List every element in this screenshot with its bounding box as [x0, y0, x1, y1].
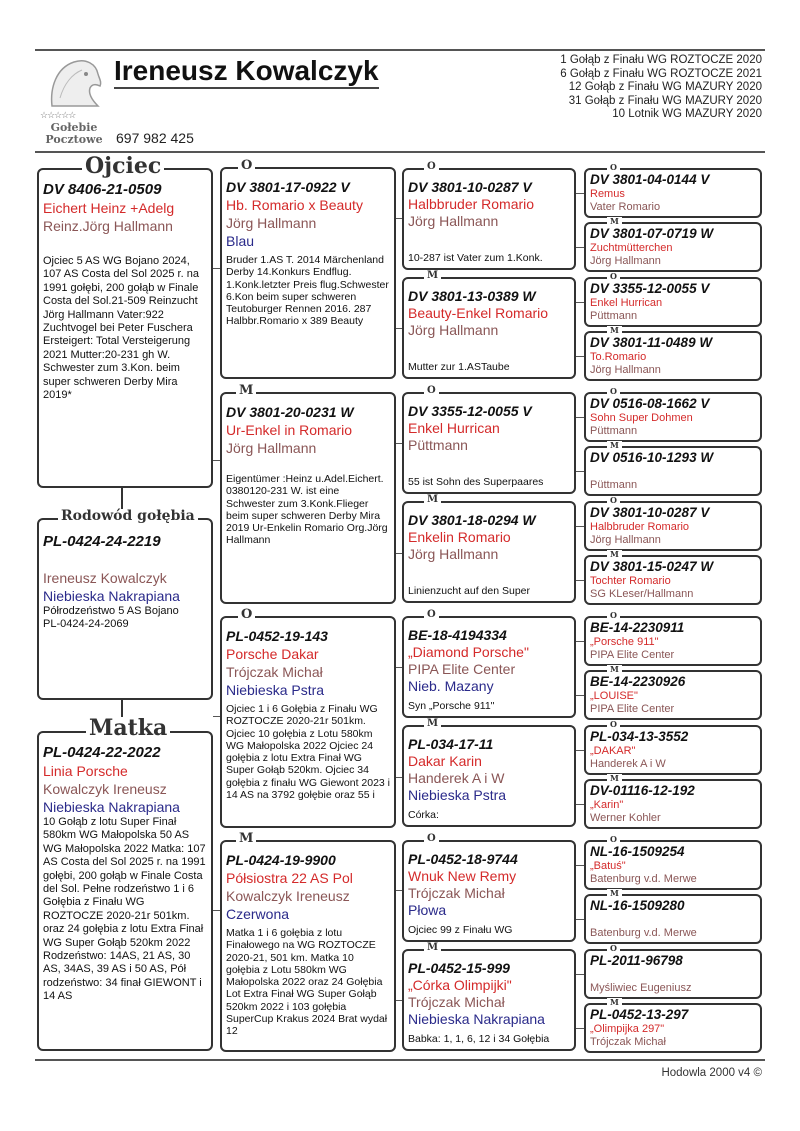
- connector: [576, 974, 584, 975]
- pigeon-name: „Olimpijka 297": [590, 1023, 665, 1035]
- gen3-card-2[interactable]: [402, 277, 576, 379]
- pigeon-name: Hb. Romario x Beauty: [226, 197, 363, 213]
- pigeon-color: Płowa: [408, 902, 447, 918]
- pigeon-owner: Reinz.Jörg Hallmann: [43, 218, 173, 234]
- pigeon-owner: Püttmann: [590, 310, 638, 322]
- pigeon-owner: Batenburg v.d. Merwe: [590, 927, 697, 939]
- ring-number: PL-034-13-3552: [590, 729, 689, 744]
- pigeon-name: Linia Porsche: [43, 763, 128, 779]
- ring-number: PL-0424-19-9900: [226, 852, 336, 868]
- ring-number: PL-0424-24-2219: [43, 533, 161, 550]
- pigeon-owner: Trójczak Michał: [408, 885, 505, 901]
- gen4-card-3[interactable]: [584, 277, 762, 327]
- connector: [576, 695, 584, 696]
- gen4-card-4[interactable]: [584, 331, 762, 381]
- mother-legend: Matka: [86, 717, 170, 739]
- pigeon-owner: Batenburg v.d. Merwe: [590, 873, 697, 885]
- pigeon-notes: Ojciec 1 i 6 Gołębia z Finału WG ROZTOCZE 2020-21r 501km. Ojciec 10 gołębia z Lotu 580km WG Małopolska 2022 Ojciec 24 gołębia z lotu Extra Finał WG Super Gołąb 520km. Ojciec 34 gołębia z finału WG Giewont 2023 i 14 AS na 3792 gołębie oraz 55 i: [226, 703, 391, 802]
- pigeon-owner: Myśliwiec Eugeniusz: [590, 982, 692, 994]
- pigeon-name: Wnuk New Remy: [408, 868, 517, 884]
- logo-text-line1: Gołebie: [50, 121, 98, 134]
- pigeon-notes: Eigentümer :Heinz u.Adel.Eichert. 0380120-231 W. ist eine Schwester zum 3.Konk.Flieger beim super schweren Derby Mira 2019 Ur-Enkelin Romario Org.Jörg Hallmann: [226, 473, 388, 547]
- ring-number: PL-2011-96798: [590, 953, 683, 968]
- mother-card[interactable]: [37, 731, 213, 1051]
- gen4-legend: O: [607, 496, 620, 504]
- ring-number: PL-034-17-11: [408, 736, 494, 752]
- subject-legend: Rodowód gołębia: [58, 509, 198, 523]
- pigeon-name: „DAKAR": [590, 745, 636, 757]
- pigeon-owner: Werner Kohler: [590, 812, 661, 824]
- gen2-card-2[interactable]: [220, 392, 396, 604]
- connector: [576, 804, 584, 805]
- gen4-card-2[interactable]: [584, 222, 762, 272]
- pigeon-notes: Bruder 1.AS T. 2014 Märchenland Derby 14.Konkurs Endflug. 1.Konk.letzter Preis flug.Schwester 6.Kon beim super schweren Teutoburger Rennen 2016. 287 Halbbr.Romario x 389 Beauty: [226, 254, 389, 328]
- gen4-legend: O: [607, 835, 620, 843]
- gen4-card-5[interactable]: [584, 392, 762, 442]
- gen4-legend: M: [607, 217, 622, 225]
- pigeon-name: Enkel Hurrican: [408, 420, 500, 436]
- pigeon-color: Blau: [226, 233, 255, 249]
- footer-rule: [35, 1059, 765, 1061]
- gen3-legend-7: O: [424, 834, 439, 844]
- gen3-card-1[interactable]: [402, 168, 576, 270]
- gen4-legend: M: [607, 665, 622, 673]
- pigeon-name: „Porsche 911": [590, 636, 659, 648]
- breeder-phone: 697 982 425: [116, 130, 194, 146]
- gen3-card-6[interactable]: [402, 725, 576, 827]
- gen4-legend: O: [607, 387, 620, 395]
- pigeon-color: Niebieska Nakrapiana: [43, 588, 180, 604]
- achievement-item: 6 Gołąb z Finału WG ROZTOCZE 2021: [560, 67, 762, 80]
- pigeon-notes: Ojciec 5 AS WG Bojano 2024, 107 AS Costa del Sol 2025 r. na 1991 gołębi, 200 gołąb w Finale Costa del Sol.21-509 Reinzucht Jörg Hallmann Vater:922 Zuchtvogel bei Peter Fuschera Ersteigert: Total Versteigerung 2021 Mutter:20-231 gh W. Schwester zum 3.Kon. beim super schweren Derby Mira 2019*: [43, 255, 199, 402]
- pigeon-name: [590, 466, 756, 479]
- pigeon-owner: Jörg Hallmann: [226, 215, 317, 231]
- pigeon-owner: Jörg Hallmann: [408, 546, 499, 562]
- pigeon-name: Beauty-Enkel Romario: [408, 305, 549, 321]
- gen4-card-9[interactable]: [584, 616, 762, 666]
- gen2-legend-2: M: [236, 384, 256, 397]
- gen4-card-7[interactable]: [584, 501, 762, 551]
- pigeon-notes: Córka:: [408, 809, 439, 821]
- pigeon-notes: Ojciec 99 z Finału WG: [408, 924, 513, 936]
- pigeon-name: Eichert Heinz +Adelg: [43, 200, 175, 216]
- connector: [213, 910, 220, 911]
- pigeon-owner: PIPA Elite Center: [408, 661, 516, 677]
- subject-card[interactable]: [37, 518, 213, 700]
- gen2-card-3[interactable]: [220, 616, 396, 828]
- ring-number: DV 3801-07-0719 W: [590, 226, 714, 241]
- ring-number: DV 3355-12-0055 V: [408, 403, 532, 419]
- pigeon-name: „Batuś": [590, 860, 626, 872]
- ring-number: PL-0452-18-9744: [408, 851, 518, 867]
- pigeon-notes: Mutter zur 1.ASTaube: [408, 361, 510, 373]
- connector: [576, 919, 584, 920]
- gen4-legend: M: [607, 326, 622, 334]
- pigeon-notes: Babka: 1, 1, 6, 12 i 34 Gołębia: [408, 1033, 550, 1045]
- ring-number: DV 3801-10-0287 V: [590, 505, 710, 520]
- gen3-legend-1: O: [424, 162, 439, 172]
- connector: [576, 356, 584, 357]
- pigeon-name: Porsche Dakar: [226, 646, 319, 662]
- pigeon-name: Dakar Karin: [408, 753, 482, 769]
- pigeon-name: „LOUISE": [590, 690, 638, 702]
- pigeon-name: Półsiostra 22 AS Pol: [226, 870, 353, 886]
- gen4-card-8[interactable]: [584, 555, 762, 605]
- pigeon-owner: Trójczak Michał: [408, 994, 505, 1010]
- pigeon-name: Halbbruder Romario: [590, 521, 690, 533]
- pigeon-color: Niebieska Nakrapiana: [408, 1011, 545, 1027]
- ring-number: DV 3801-18-0294 W: [408, 512, 536, 528]
- gen4-legend: M: [607, 774, 622, 782]
- breeder-name: Ireneusz Kowalczyk: [114, 56, 379, 89]
- achievement-item: 31 Gołąb z Finału WG MAZURY 2020: [568, 94, 762, 107]
- pigeon-name: Sohn Super Dohmen: [590, 412, 693, 424]
- pigeon-owner: Jörg Hallmann: [590, 534, 661, 546]
- gen3-card-4[interactable]: [402, 501, 576, 603]
- gen4-legend: M: [607, 889, 622, 897]
- gen2-legend-3: O: [238, 608, 255, 621]
- pigeon-name: Halbbruder Romario: [408, 196, 535, 212]
- pigeon-owner: Jörg Hallmann: [408, 322, 499, 338]
- pigeon-notes: Syn „Porsche 911": [408, 700, 495, 712]
- gen4-legend: O: [607, 163, 620, 171]
- pigeon-owner: Ireneusz Kowalczyk: [43, 570, 167, 586]
- gen3-card-8[interactable]: [402, 949, 576, 1051]
- ring-number: PL-0452-15-999: [408, 960, 510, 976]
- footer-credit: Hodowla 2000 v4 ©: [661, 1067, 762, 1079]
- gen4-card-6[interactable]: [584, 446, 762, 496]
- pigeon-name: Ur-Enkel in Romario: [226, 422, 353, 438]
- gen3-legend-5: O: [424, 610, 439, 620]
- ring-number: NL-16-1509254: [590, 844, 685, 859]
- pigeon-color: Niebieska Pstra: [408, 787, 507, 803]
- connector: [576, 1028, 584, 1029]
- pigeon-owner: Kowalczyk Ireneusz: [43, 781, 167, 797]
- pigeon-name: „Diamond Porsche": [408, 644, 529, 660]
- connector: [576, 865, 584, 866]
- connector: [576, 471, 584, 472]
- gen3-legend-4: M: [424, 495, 441, 505]
- achievement-item: 1 Gołąb z Finału WG ROZTOCZE 2020: [560, 54, 762, 66]
- gen4-legend: M: [607, 441, 622, 449]
- connector: [213, 268, 220, 269]
- pigeon-notes: 10 Gołąb z lotu Super Finał 580km WG Małopolska 50 AS WG Małopolska 2022 Matka: 107 AS Costa del Sol 2025 r. na 1991 gołębi, 200 gołąb w Finale Costa del Sol. Pełne rodzeństwo 1 i 6 Gołębia z Finału WG ROZTOCZE 2020-21r 501km. oraz 24 gołębia z lotu Extra Finał WG Super Gołąb 520km 2022 Rodzeństwo: 14AS, 21 AS, 30 AS, 34AS, 39 AS i 50 AS, Pół rodzeństwo: 34 finał GIEWONT i 14 AS: [43, 816, 206, 1003]
- ring-number: DV 3801-20-0231 W: [226, 404, 354, 420]
- gen4-card-10[interactable]: [584, 670, 762, 720]
- pigeon-notes: Linienzucht auf den Super: [408, 585, 531, 597]
- ring-number: DV 3801-10-0287 V: [408, 179, 532, 195]
- ring-number: DV 8406-21-0509: [43, 181, 162, 198]
- ring-number: BE-14-2230926: [590, 674, 686, 689]
- ring-number: PL-0424-22-2022: [43, 744, 161, 761]
- achievements-list: [560, 54, 762, 122]
- ring-number: NL-16-1509280: [590, 898, 685, 913]
- gen4-card-14[interactable]: [584, 894, 762, 944]
- connector: [213, 460, 220, 461]
- connector: [576, 641, 584, 642]
- ring-number: DV 3355-12-0055 V: [590, 281, 710, 296]
- pigeon-notes-line1: Półrodzeństwo 5 AS Bojano: [43, 605, 179, 617]
- pigeon-owner: Trójczak Michał: [590, 1036, 666, 1048]
- ring-number: PL-0452-19-143: [226, 628, 328, 644]
- gen4-legend: M: [607, 998, 622, 1006]
- connector: [576, 526, 584, 527]
- ring-number: DV 0516-10-1293 W: [590, 450, 714, 465]
- gen3-card-7[interactable]: [402, 840, 576, 942]
- logo-text-line2: Pocztowe: [45, 133, 103, 146]
- gen2-card-1[interactable]: [220, 167, 396, 379]
- ring-number: DV 0516-08-1662 V: [590, 396, 710, 411]
- gen4-card-1[interactable]: [584, 168, 762, 218]
- pigeon-owner: Vater Romario: [590, 201, 661, 213]
- pigeon-name: Remus: [590, 188, 625, 200]
- gen4-card-12[interactable]: [584, 779, 762, 829]
- gen2-card-4[interactable]: [220, 840, 396, 1052]
- connector: [576, 580, 584, 581]
- achievement-item: 12 Gołąb z Finału WG MAZURY 2020: [568, 81, 762, 93]
- pigeon-owner: Jörg Hallmann: [590, 255, 661, 267]
- pigeon-name: [590, 914, 756, 927]
- pigeon-notes: 10-287 ist Vater zum 1.Konk.: [408, 252, 543, 264]
- pigeon-name: „Karin": [590, 799, 624, 811]
- gen3-legend-6: M: [424, 719, 441, 729]
- pigeon-owner: Püttmann: [590, 479, 638, 491]
- ring-number: DV-01116-12-192: [590, 783, 695, 798]
- ring-number: DV 3801-13-0389 W: [408, 288, 536, 304]
- pigeon-owner: Kowalczyk Ireneusz: [226, 888, 350, 904]
- pigeon-name: Zuchtmütterchen: [590, 242, 673, 254]
- gen4-legend: O: [607, 272, 620, 280]
- ring-number: DV 3801-17-0922 V: [226, 179, 350, 195]
- pigeon-name: Tochter Romario: [590, 575, 671, 587]
- pigeon-notes: 55 ist Sohn des Superpaares: [408, 476, 544, 488]
- gen4-card-16[interactable]: [584, 1003, 762, 1053]
- achievement-item: 10 Lotnik WG MAZURY 2020: [612, 108, 762, 120]
- pigeon-owner: PIPA Elite Center: [590, 649, 675, 661]
- ring-number: BE-18-4194334: [408, 627, 507, 643]
- gen2-legend-1: O: [238, 159, 255, 172]
- gen4-card-15[interactable]: [584, 949, 762, 999]
- pigeon-owner: Jörg Hallmann: [408, 213, 499, 229]
- gen4-legend: O: [607, 944, 620, 952]
- ring-number: DV 3801-04-0144 V: [590, 172, 710, 187]
- ring-number: DV 3801-15-0247 W: [590, 559, 714, 574]
- pigeon-owner: Jörg Hallmann: [226, 440, 317, 456]
- pigeon-head-icon: [46, 58, 104, 108]
- pigeon-owner: Handerek A i W: [408, 770, 505, 786]
- gen2-legend-4: M: [236, 832, 256, 845]
- pigeon-name: To.Romario: [590, 351, 647, 363]
- pigeon-owner: Püttmann: [590, 425, 638, 437]
- connector: [576, 302, 584, 303]
- pigeon-name: Enkel Hurrican: [590, 297, 663, 309]
- gen3-card-3[interactable]: [402, 392, 576, 494]
- pigeon-owner: Handerek A i W: [590, 758, 666, 770]
- pigeon-color: Czerwona: [226, 906, 290, 922]
- logo: [38, 58, 108, 148]
- pigeon-name: Enkelin Romario: [408, 529, 511, 545]
- pigeon-owner: Jörg Hallmann: [590, 364, 661, 376]
- pigeon-name: „Córka Olimpijki": [408, 977, 512, 993]
- rating-stars: ☆☆☆☆☆: [40, 110, 76, 120]
- connector: [576, 193, 584, 194]
- pigeon-name: [590, 969, 756, 982]
- connector: [576, 247, 584, 248]
- pigeon-owner: SG KLeser/Hallmann: [590, 588, 694, 600]
- ring-number: DV 3801-11-0489 W: [590, 335, 713, 350]
- gen4-legend: O: [607, 720, 620, 728]
- gen4-legend: M: [607, 550, 622, 558]
- gen4-card-11[interactable]: [584, 725, 762, 775]
- father-legend: Ojciec: [82, 155, 164, 177]
- pigeon-owner: PIPA Elite Center: [590, 703, 675, 715]
- pigeon-owner: Trójczak Michał: [226, 664, 323, 680]
- gen3-legend-3: O: [424, 386, 439, 396]
- gen3-legend-2: M: [424, 271, 441, 281]
- top-rule: [35, 49, 765, 51]
- pigeon-color: Nieb. Mazany: [408, 678, 494, 694]
- ring-number: BE-14-2230911: [590, 620, 685, 635]
- gen3-legend-8: M: [424, 943, 441, 953]
- pigeon-color: Niebieska Nakrapiana: [43, 799, 180, 815]
- gen4-card-13[interactable]: [584, 840, 762, 890]
- connector: [576, 417, 584, 418]
- pigeon-notes-line2: PL-0424-24-2069: [43, 618, 129, 631]
- ring-number: PL-0452-13-297: [590, 1007, 689, 1022]
- pigeon-notes: Matka 1 i 6 gołębia z lotu Finałowego na WG ROZTOCZE 2020-21, 501 km. Matka 10 gołębia z Lotu 580km WG Małopolska 2022 oraz 24 Gołębia Lot Extra Finał WG Super Gołąb 520km 2022 i 103 gołębia SuperCup Krakus 2024 Brat wydał 12: [226, 927, 388, 1038]
- pigeon-color: Niebieska Pstra: [226, 682, 325, 698]
- pigeon-owner: Püttmann: [408, 437, 468, 453]
- connector: [576, 750, 584, 751]
- connector: [213, 716, 220, 717]
- father-card[interactable]: [37, 168, 213, 488]
- gen3-card-5[interactable]: [402, 616, 576, 718]
- gen4-legend: O: [607, 611, 620, 619]
